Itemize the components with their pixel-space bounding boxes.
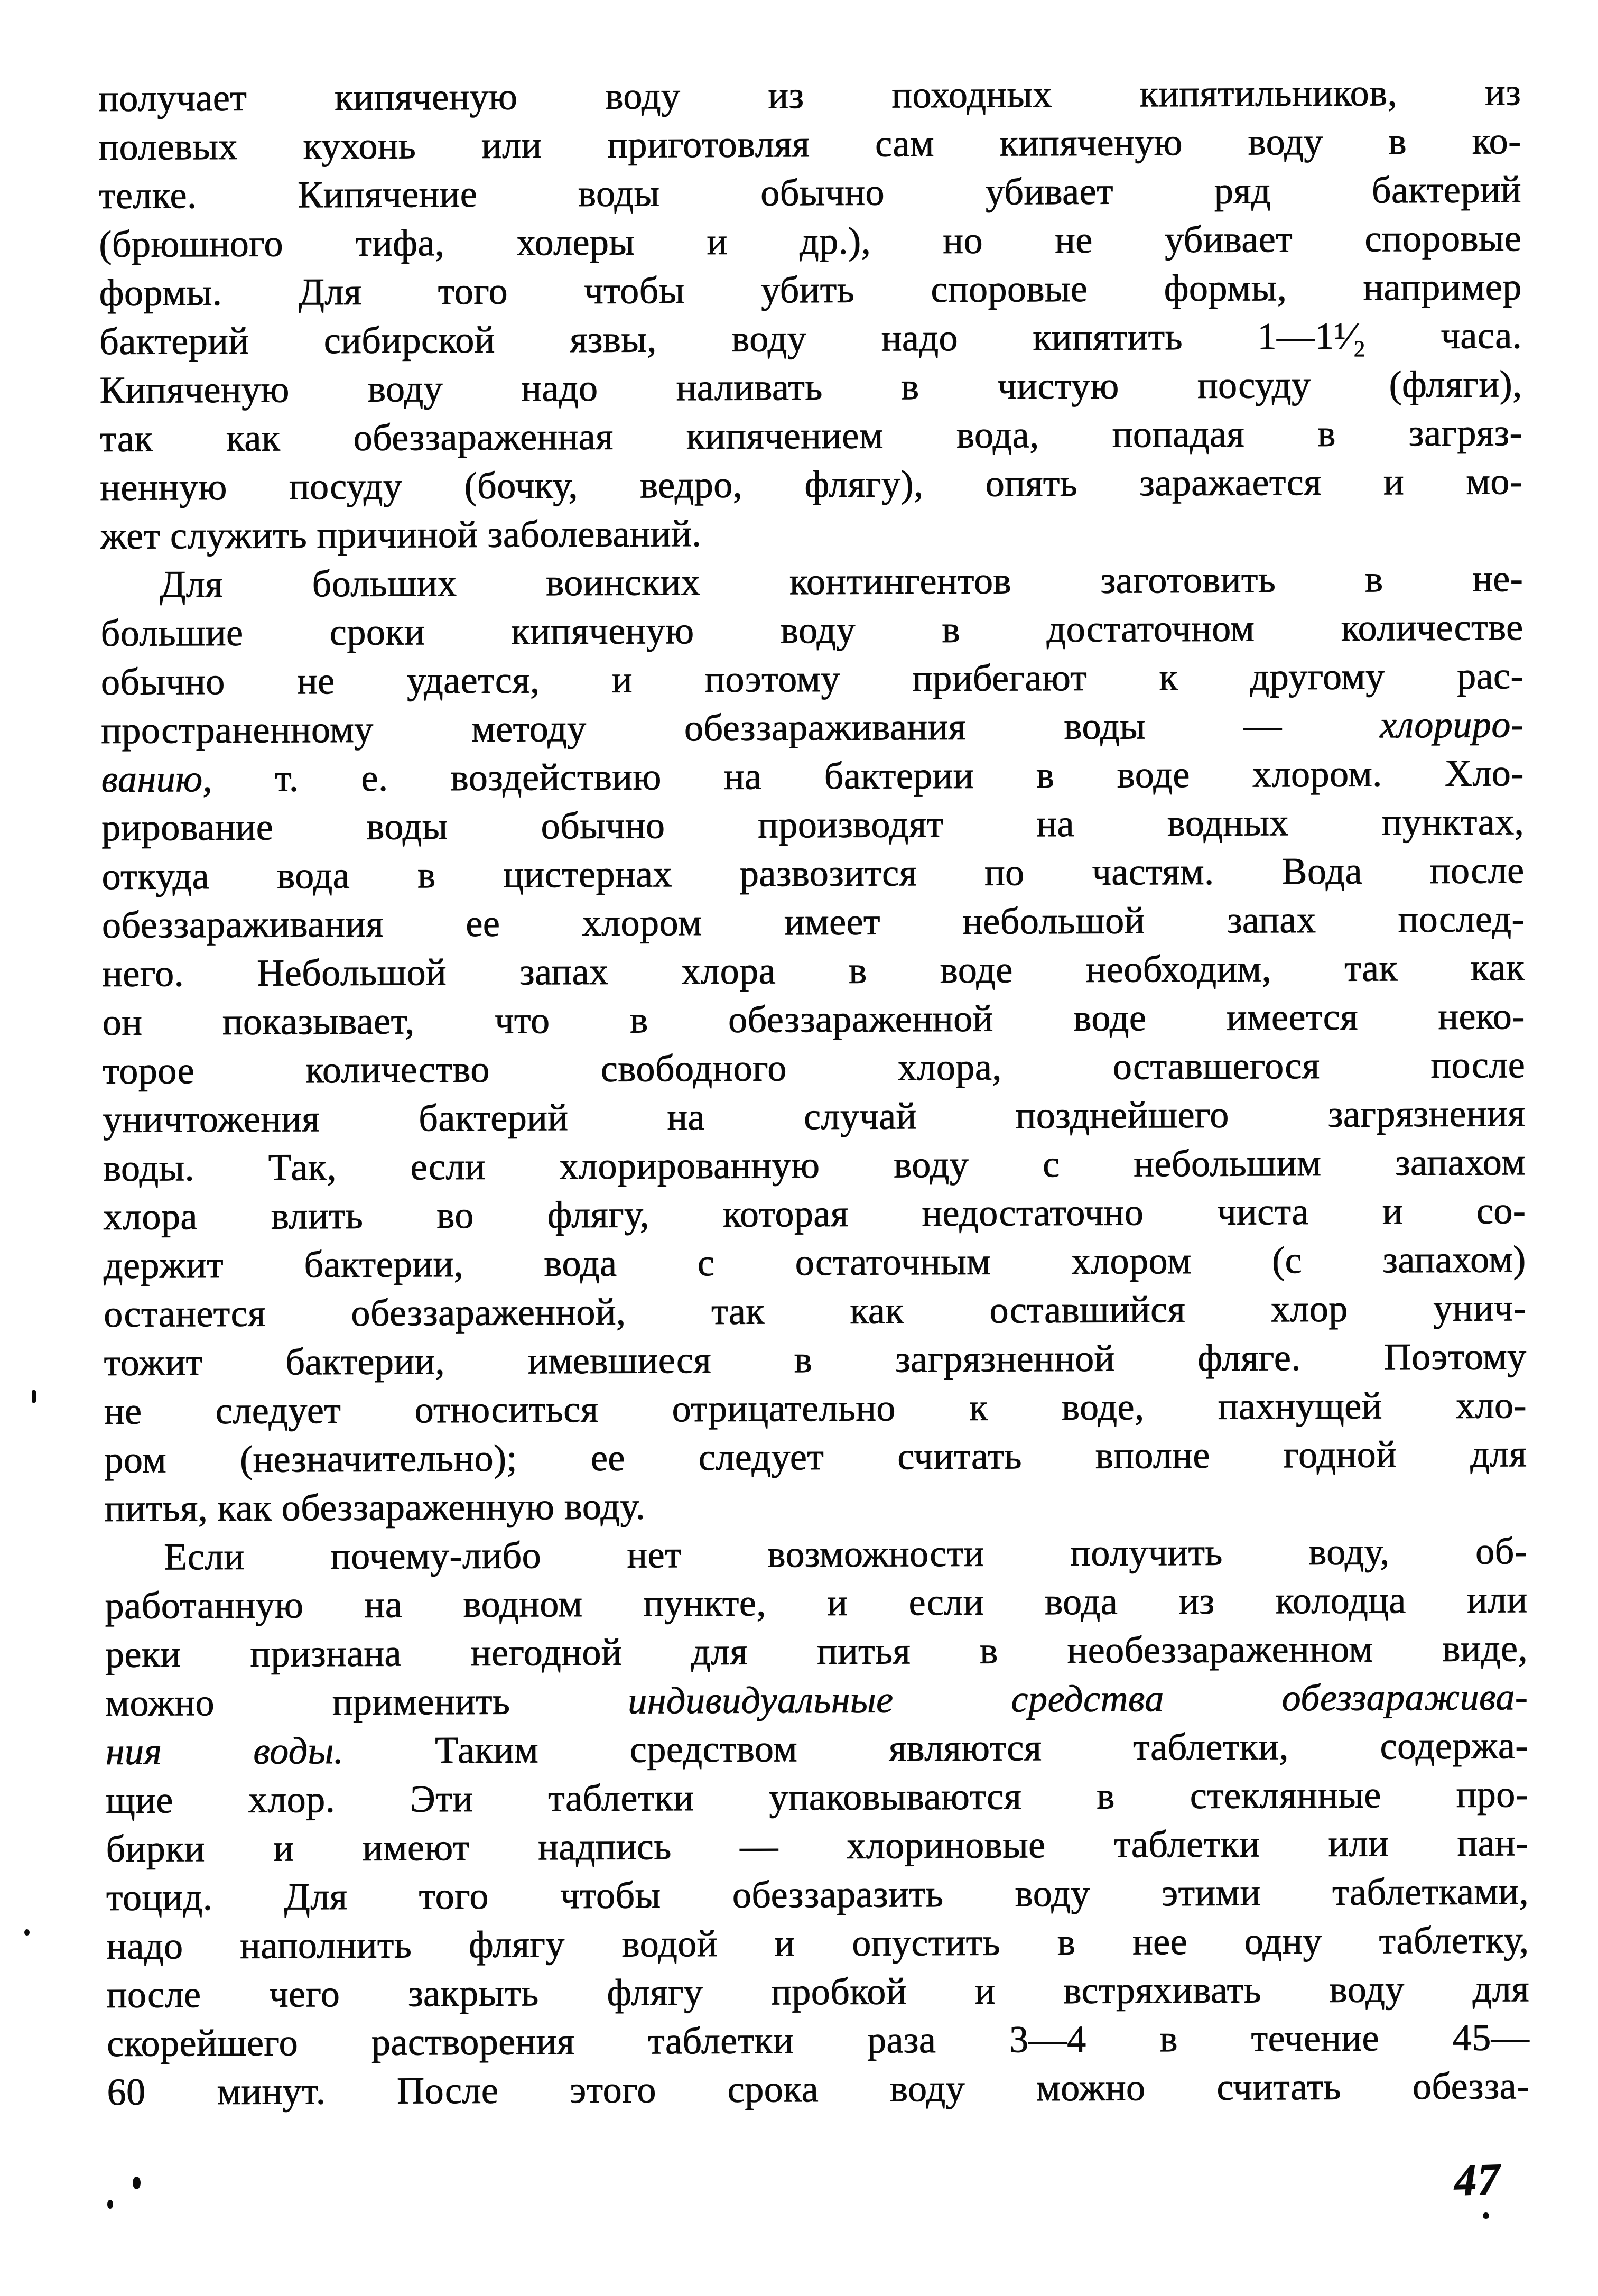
text-segment: ром (незначительно); ее следует считать вполне годной для [104,1432,1527,1481]
text-segment: (брюшного тифа, холеры и др.), но не убивает споровые [99,217,1522,265]
text-line [100,408,1522,463]
text-line [104,1283,1526,1338]
text-segment: держит бактерии, вода с остаточным хлором (с запахом) [103,1238,1526,1286]
text-segment: обычно не удается, и поэтому прибегают к другому рас- [100,654,1524,703]
page-number: 47 [1453,2154,1502,2206]
text-line [99,359,1522,414]
text-segment: жет служить причиной заболеваний. [100,512,702,557]
text-line [99,165,1521,220]
text-segment: скорейшего растворения таблетки раза 3—4 в течение 45— [107,2016,1530,2064]
text-line [99,262,1522,317]
text-segment: Для больших воинских контингентов заготовить в не- [160,557,1523,606]
text-segment: бирки и имеют надпись — хлориновые таблетки или пан- [106,1821,1529,1870]
text-segment: он показывает, что в обеззараженной воде имеется неко- [102,995,1525,1043]
text-segment: получает кипяченую воду из походных кипятильников, из [98,71,1521,119]
text-line [101,846,1524,901]
text-segment: 60 минут. После этого срока воду можно считать обезза- [107,2064,1530,2113]
text-line [105,1526,1527,1581]
text-segment: пространенному методу обеззараживания воды — [101,703,1380,752]
text-line [100,505,1523,560]
text-line [101,651,1523,706]
text-line [103,1089,1525,1144]
text-segment: тоцид. Для того чтобы обеззаразить воду этими таблетками, [106,1870,1529,1919]
text-segment: откуда вода в цистернах развозится по частям. Вода после [101,849,1525,897]
italic-text: ванию, [101,757,213,800]
text-line [103,1040,1525,1095]
text-line [103,1186,1526,1241]
text-segment: тожит бактерии, имевшиеся в загрязненной фляге. Поэтому [104,1335,1527,1384]
text-line [101,700,1523,755]
text-segment: торое количество свободного хлора, оставшегося после [103,1043,1526,1092]
text-segment: так как обеззараженная кипячением вода, попадая в загряз- [99,411,1523,460]
italic-text: хлориро- [1380,703,1524,746]
text-segment: Кипяченую воду надо наливать в чистую посуду (фляги), [99,363,1522,411]
text-segment: щие хлор. Эти таблетки упаковываются в стеклянные про- [106,1773,1529,1821]
text-line [105,1575,1527,1630]
text-line [106,1915,1529,1970]
text-line [99,214,1521,269]
text-segment: уничтожения бактерий на случай позднейшего загрязнения [103,1092,1526,1141]
text-segment: хлора влить во флягу, которая недостаточно чиста и со- [103,1189,1526,1238]
text-block [98,68,1530,2116]
text-segment: полевых кухонь или приготовляя сам кипяченую воду в ко- [98,119,1521,168]
text-segment: можно применить [105,1679,628,1724]
italic-text: индивидуальные средства обеззаражива- [628,1675,1528,1722]
text-line [104,1381,1527,1436]
text-line [103,992,1525,1047]
ink-speck [133,2177,141,2189]
text-line [106,1867,1529,1922]
text-segment: рирование воды обычно производят на водных пунктах, [101,800,1525,849]
text-segment: питья, как обеззараженную воду. [104,1485,646,1530]
text-segment: т. е. воздействию на бактерии в воде хлором. Хло- [212,752,1524,800]
text-segment: Таким средством являются таблетки, содержа- [343,1724,1528,1772]
text-segment: обеззараживания ее хлором имеет небольшой запах послед- [101,897,1525,946]
text-segment: после чего закрыть флягу пробкой и встряхивать воду для [106,1967,1530,2016]
text-segment: ненную посуду (бочку, ведро, флягу), опять заражается и мо- [100,460,1523,508]
text-line [101,797,1524,852]
text-line [100,554,1523,609]
text-line [100,457,1522,512]
text-line [102,943,1525,998]
text-line [106,1770,1528,1825]
text-segment: реки признана негодной для питья в необеззараженном виде, [105,1627,1528,1675]
text-line [105,1672,1528,1727]
text-segment: бактерий сибирской язвы, воду надо кипятить 1—1¹⁄₂ часа. [99,314,1522,363]
text-line [104,1332,1526,1387]
text-line [107,2013,1529,2068]
text-line [99,311,1522,366]
text-segment: большие сроки кипяченую воду в достаточном количестве [100,606,1523,654]
text-segment: воды. Так, если хлорированную воду с небольшим запахом [103,1141,1526,1189]
text-segment: Если почему-либо нет возможности получить воду, об- [164,1530,1528,1578]
text-segment: останется обеззараженной, так как оставшийся хлор унич- [104,1286,1527,1335]
ink-speck [32,1390,36,1403]
text-line [98,116,1521,171]
ink-speck [1483,2212,1489,2219]
ink-speck [107,2200,113,2209]
text-segment: не следует относиться отрицательно к воде, пахнущей хло- [104,1384,1527,1432]
ink-speck [24,1929,30,1936]
text-segment: телке. Кипячение воды обычно убивает ряд бактерий [98,168,1522,217]
text-line [104,1429,1527,1484]
text-segment: работанную на водном пункте, и если вода из колодца или [105,1578,1528,1627]
text-line [102,894,1525,949]
text-segment: надо наполнить флягу водой и опустить в нее одну таблетку, [106,1919,1529,1967]
text-segment: формы. Для того чтобы убить споровые формы, например [99,265,1522,314]
text-line [107,2061,1529,2116]
text-line [98,68,1521,123]
italic-text: ния воды. [105,1729,344,1773]
text-line [100,603,1523,658]
text-line [105,1624,1528,1679]
text-line [105,1478,1527,1533]
text-line [103,1137,1526,1192]
text-line [101,748,1524,803]
text-line [107,1964,1529,2019]
text-line [106,1721,1528,1776]
text-segment: него. Небольшой запах хлора в воде необходим, так как [102,946,1525,995]
text-line [104,1235,1526,1290]
text-line [106,1818,1528,1873]
